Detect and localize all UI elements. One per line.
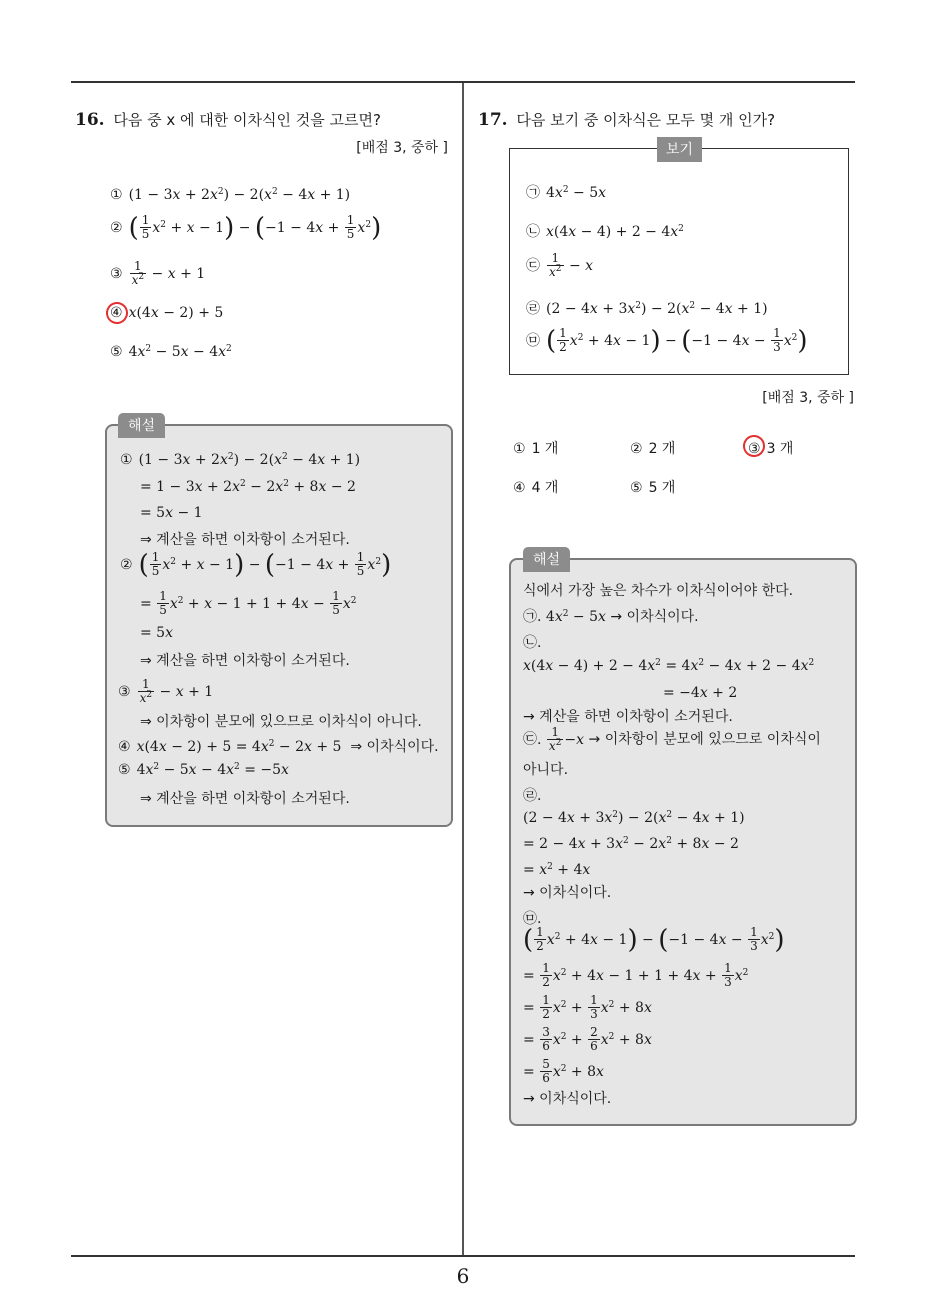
q17-solution-tab: 해설	[523, 547, 570, 572]
q17-sol-line: 식에서 가장 높은 차수가 이차식이어야 한다.	[523, 583, 794, 599]
q17-option-5[interactable]: ⑤ 5 개	[630, 480, 676, 496]
q17-header	[478, 110, 775, 130]
q16-text: 다음 중 x 에 대한 이차식인 것을 고르면?	[113, 111, 381, 129]
q16-solution-tab: 해설	[118, 413, 165, 438]
q17-sol-line: $(2 - 4x + 3x^2) - 2(x^2 - 4x + 1)$	[523, 810, 745, 826]
q16-sol-line: ③ $\frac{1}{x^2}$ − x + 1	[118, 677, 214, 705]
q17-sol-line: ㉤.	[523, 911, 542, 927]
q17-bogi-item: ㉠ $4x^2 - 5x$	[526, 185, 607, 201]
q16-option-2[interactable]: ② ( $\frac{1}{5}$ $x^2 + x - 1) - (-1 - 4x$ + $\frac{1}{5}$ $x^2$)	[110, 212, 382, 243]
q16-option-3[interactable]: ③ $\frac{1}{x^2}$ − x + 1	[110, 259, 206, 287]
q17-sol-line: → 계산을 하면 이차항이 소거된다.	[523, 709, 733, 725]
q16-sol-line: ① $(1 - 3x + 2x^2) - 2(x^2 - 4x + 1)$	[120, 452, 361, 468]
q17-option-1[interactable]: ① 1 개	[513, 441, 559, 457]
q17-sol-line: = $\frac{5}{6}$ $x^2 + 8x$	[523, 1057, 604, 1085]
q17-meta: [배점 3, 중하 ]	[762, 390, 854, 406]
page-number: 6	[456, 1264, 470, 1288]
q17-sol-line: = $\frac{1}{2}$ $x^2$ + $\frac{1}{3}$ $x^2 + 8x$	[523, 993, 652, 1021]
q16-sol-line: ② ( $\frac{1}{5}$ $x^2 + x - 1) - (-1 - 4x$ + $\frac{1}{5}$ $x^2$)	[120, 549, 392, 580]
q16-sol-line: ⇒ 계산을 하면 이차항이 소거된다.	[140, 532, 350, 548]
q17-sol-line: ㉠. $4x^2 - 5x$ → 이차식이다.	[523, 609, 699, 625]
q17-sol-line: = $\frac{3}{6}$ $x^2$ + $\frac{2}{6}$ $x^2 + 8x$	[523, 1025, 652, 1053]
column-divider	[462, 83, 464, 1255]
q17-sol-line: = $x^2 + 4x$	[523, 862, 591, 878]
q17-bogi-item: ㉡ $x(4x - 4) + 2 - 4x^2$	[526, 224, 684, 240]
q17-sol-line: → 이차식이다.	[523, 1091, 612, 1107]
q17-option-2[interactable]: ② 2 개	[630, 441, 676, 457]
q16-sol-line: ⇒ 이차항이 분모에 있으므로 이차식이 아니다.	[140, 714, 422, 730]
q16-number: 16.	[75, 110, 105, 130]
q17-option-4[interactable]: ④ 4 개	[513, 480, 559, 496]
q16-sol-line: = $1 - 3x + 2x^2 - 2x^2 + 8x - 2$	[140, 479, 356, 495]
q17-sol-line: = $\frac{1}{2}$ $x^2 + 4x - 1 + 1 + 4x$ + $\frac{1}{3}$ $x^2$	[523, 961, 749, 989]
q17-number: 17.	[478, 110, 508, 130]
q16-sol-line: = 5x − 1	[140, 505, 203, 521]
q17-bogi-item: ㉤ ( $\frac{1}{2}$ $x^2 + 4x - 1) - (-1 - 4x$ − $\frac{1}{3}$ $x^2$)	[526, 325, 808, 356]
q17-option-3[interactable]: ③ 3 개	[748, 441, 794, 457]
q17-sol-line: ( $\frac{1}{2}$ $x^2 + 4x - 1) - (-1 - 4x$ − $\frac{1}{3}$ $x^2$)	[523, 924, 785, 955]
q17-bogi-item: ㉢ $\frac{1}{x^2}$ − x	[526, 251, 594, 279]
q16-header	[75, 110, 381, 130]
q16-sol-line: ⇒ 계산을 하면 이차항이 소거된다.	[140, 791, 350, 807]
q17-bogi-tab: 보기	[657, 137, 702, 162]
q16-meta: [배점 3, 중하 ]	[356, 140, 448, 156]
q17-sol-line: ㉣.	[523, 788, 542, 804]
q16-sol-line: ⇒ 계산을 하면 이차항이 소거된다.	[140, 653, 350, 669]
q16-sol-line: = 5x	[140, 625, 173, 641]
q17-sol-line: ㉡.	[523, 635, 542, 651]
q16-option-5[interactable]: ⑤ $4x^2 - 5x - 4x^2$	[110, 344, 232, 360]
q17-sol-line: $x(4x - 4) + 2 - 4x^2 = 4x^2 - 4x + 2 - 4x^2$	[523, 658, 815, 674]
bottom-rule	[71, 1255, 855, 1257]
q17-text: 다음 보기 중 이차식은 모두 몇 개 인가?	[516, 111, 776, 129]
q16-option-4[interactable]: ④ x(4x − 2) + 5	[110, 305, 224, 321]
q16-sol-line: = $\frac{1}{5}$ $x^2 + x - 1 + 1 + 4x$ − $\frac{1}{5}$ $x^2$	[140, 589, 357, 617]
q16-sol-line: ④ $x(4x - 2) + 5 = 4x^2 - 2x + 5$ ⇒ 이차식이다.	[118, 739, 439, 755]
q17-sol-line: = −4x + 2	[663, 685, 738, 701]
q17-sol-line: 아니다.	[523, 762, 569, 778]
q17-sol-line: = $2 - 4x + 3x^2 - 2x^2 + 8x - 2$	[523, 836, 739, 852]
q16-option-1[interactable]: ① $(1 - 3x + 2x^2) - 2(x^2 - 4x + 1)$	[110, 187, 351, 203]
q17-bogi-item: ㉣ $(2 - 4x + 3x^2) - 2(x^2 - 4x + 1)$	[526, 301, 768, 317]
q16-sol-line: ⑤ $4x^2 - 5x - 4x^2 = -5x$	[118, 762, 289, 778]
q17-sol-line: → 이차식이다.	[523, 885, 612, 901]
q17-sol-line: ㉢. $\frac{1}{x^2}$ −x → 이차항이 분모에 있으므로 이차식이	[523, 725, 821, 753]
